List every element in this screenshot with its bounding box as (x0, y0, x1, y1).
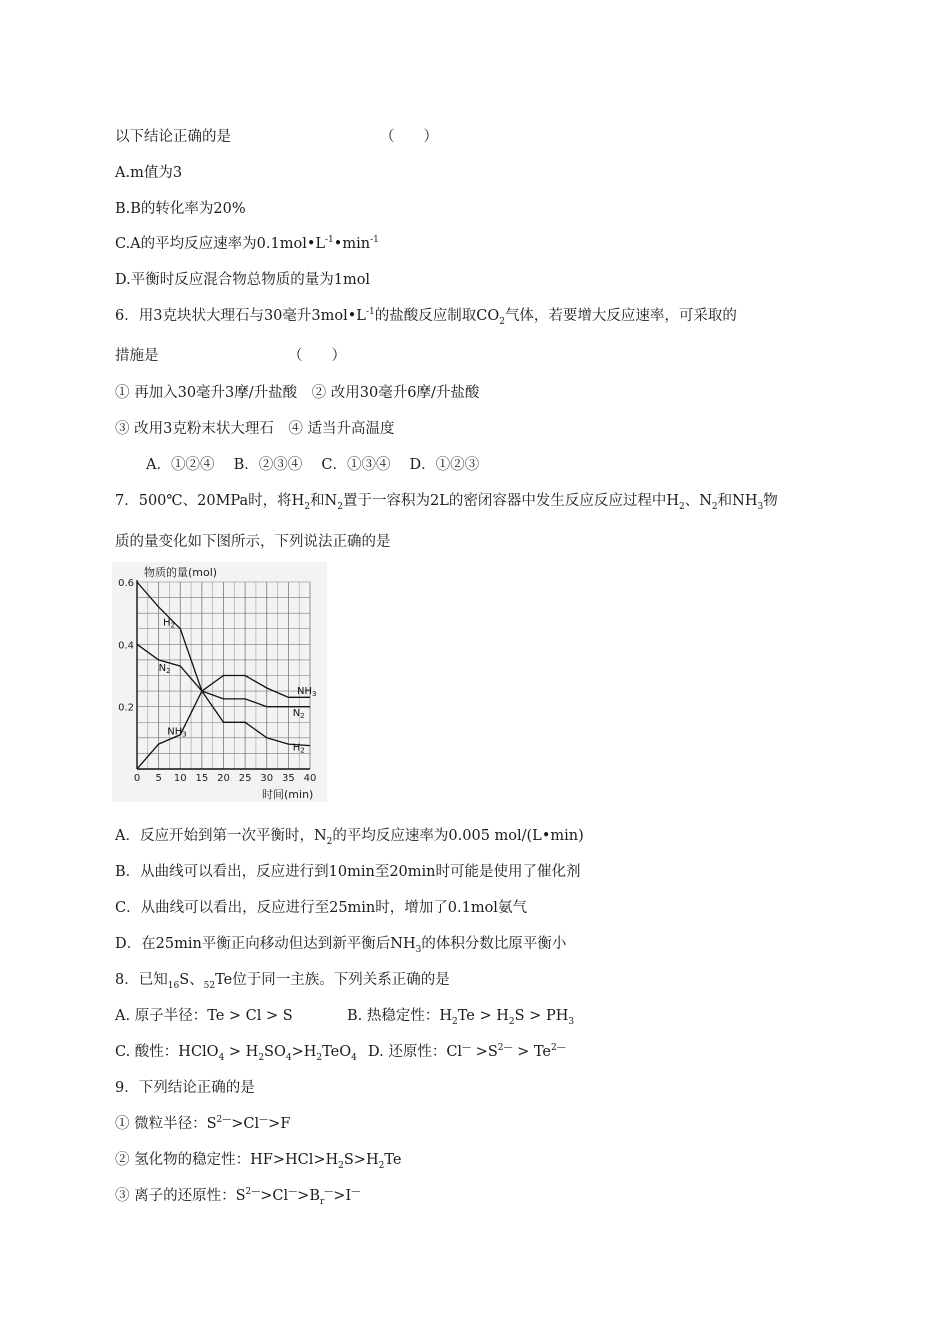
chart-ylabel: 物质的量(mol) (144, 566, 218, 579)
x-tick-label: 40 (303, 773, 317, 784)
series-label: $H_2$ (162, 617, 175, 630)
q7-option-a: A．反应开始到第一次平衡时，$N_2$的平均反应速率为0.005 mol/(L•min) (115, 828, 584, 847)
x-tick-label: 15 (195, 773, 209, 784)
x-tick-label: 20 (217, 773, 230, 784)
series-label: $N_2$ (158, 662, 171, 675)
q8-option-a: A. 原子半径：Te > Cl > S (115, 1008, 293, 1024)
q5-option-b: B.B的转化率为20% (115, 201, 246, 217)
series-label: $H_2$ (292, 742, 305, 755)
series-label: $NH_3$ (297, 686, 317, 699)
q5-stem-line (115, 127, 231, 147)
x-tick-label: 35 (282, 773, 295, 784)
chart-background (112, 562, 327, 802)
q5-stem: 以下结论正确的是 (115, 129, 231, 145)
x-tick-label: 10 (173, 773, 187, 784)
chart-xlabel: 时间(min) (262, 788, 314, 801)
q6-choices: A．①②④ B．②③④ C．①③④ D．①②③ (146, 457, 480, 473)
q7-option-c: C．从曲线可以看出，反应进行至25min时，增加了0.1mol氨气 (115, 900, 527, 916)
x-tick-label: 30 (260, 773, 274, 784)
y-tick-label: 0.6 (118, 578, 134, 589)
q9-stem: 9．下列结论正确的是 (115, 1080, 255, 1096)
q8-stem: 8．已知$_{16}$S、$_{52}$Te位于同一主族。下列关系正确的是 (115, 972, 450, 991)
q6-items-2: ③ 改用3克粉末状大理石 ④ 适当升高温度 (115, 421, 395, 437)
q7-option-b: B．从曲线可以看出，反应进行到10min至20min时可能是使用了催化剂 (115, 864, 581, 880)
q5-option-d: D.平衡时反应混合物总物质的量为1mol (115, 272, 371, 288)
q5-option-c: C.A的平均反应速率为$0.1mol•L^{-1}•\min^{-1}$ (115, 235, 379, 252)
q7-option-d: D．在25min平衡正向移动但达到新平衡后$NH_3$的体积分数比原平衡小 (115, 936, 567, 955)
series-label: $N_2$ (292, 708, 305, 721)
q9-item-1: ① 微粒半径：$S^{2—}>Cl^—>F$ (115, 1115, 291, 1132)
q8-option-b: B. 热稳定性：$H_2Te > H_2S > PH_3$ (347, 1008, 575, 1027)
q6-items-1: ① 再加入30毫升3摩/升盐酸 ② 改用30毫升6摩/升盐酸 (115, 385, 480, 401)
q5-paren: （ ） (380, 129, 438, 145)
x-tick-label: 25 (238, 773, 252, 784)
y-tick-label: 0.2 (118, 702, 134, 714)
q7-stem-line2: 质的量变化如下图所示，下列说法正确的是 (115, 534, 391, 550)
q9-item-3: ③ 离子的还原性：$S^{2—}>Cl^—>B_r^—>I^—$ (115, 1187, 361, 1207)
q5-option-a: A.m值为3 (115, 165, 183, 181)
q8-option-d: D. 还原性：$Cl^— >S^{2—} > Te^{2—}$ (368, 1043, 566, 1060)
q6-stem-line1: 6．用3克块状大理石与30毫升$3mol•L^{-1}$的盐酸反应制取$CO_2$气体，若要增大反应速率，可采取的 (115, 307, 737, 327)
q6-paren: （ ） (288, 348, 346, 364)
amount-time-chart (112, 562, 327, 802)
q7-stem-line1: 7．500℃、20MPa时，将$H_2$和$N_2$置于一容积为2L的密闭容器中发生反应反应过程中$H_2$、$N_2$和$NH_3$物 (115, 493, 778, 512)
x-tick-label: 0 (133, 773, 141, 784)
y-tick-label: 0.4 (118, 640, 134, 652)
q6-stem-line2: 措施是 (115, 348, 159, 364)
x-tick-label: 5 (155, 773, 162, 784)
q9-item-2: ② 氢化物的稳定性：$HF>HCl>H_2S>H_2Te$ (115, 1152, 402, 1171)
series-label: $NH_3$ (167, 726, 187, 739)
q8-option-c: C. 酸性：HClO$_4$ > $H_2SO_4>H_2TeO_4$ (115, 1044, 357, 1063)
